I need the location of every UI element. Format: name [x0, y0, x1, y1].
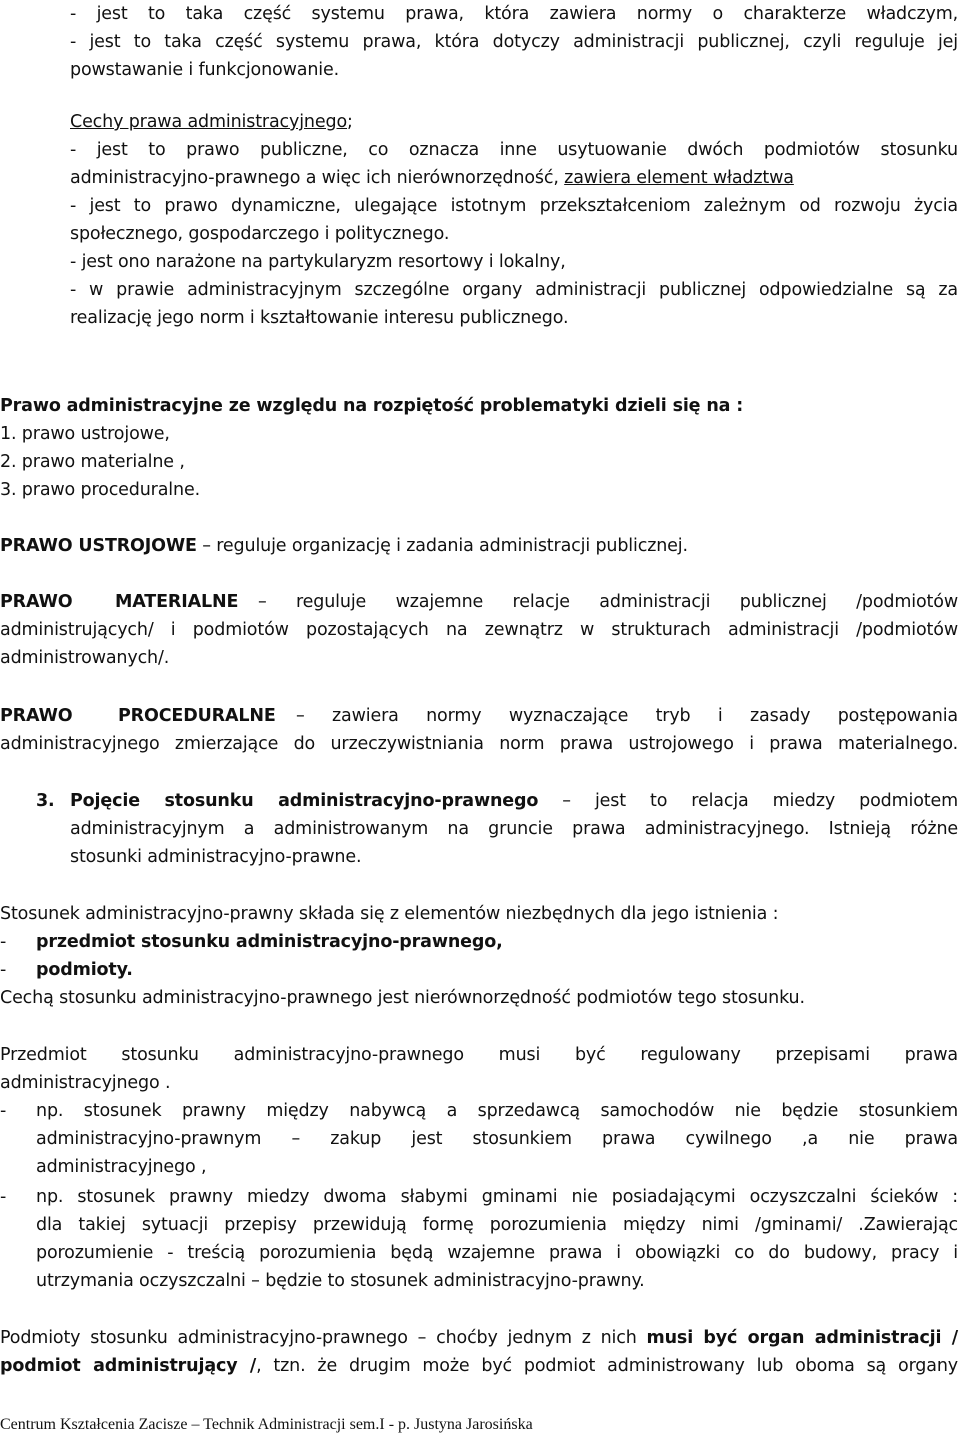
- term: Pojęcie stosunku administracyjno-prawnego: [70, 791, 539, 811]
- text-line: [70, 164, 794, 192]
- page-footer: Centrum Kształcenia Zacisze – Technik Administracji sem.I - p. Justyna Jarosińska: [0, 1416, 533, 1433]
- text-line: utrzymania oczyszczalni – będzie to stosunek administracyjno-prawny.: [36, 1271, 645, 1291]
- list-item-text: podmioty.: [36, 960, 133, 980]
- definition-text: – zawiera normy wyznaczające tryb i zasady postępowania: [296, 706, 958, 726]
- podzial-heading: Prawo administracyjne ze względu na rozpiętość problematyki dzieli się na :: [0, 396, 744, 416]
- definition-text: – jest to relacja miedzy podmiotem: [538, 791, 958, 811]
- section-number: 3.: [36, 791, 55, 811]
- text-line: Przedmiot stosunku administracyjno-prawnego musi być regulowany przepisami prawa: [0, 1045, 958, 1065]
- term: PRAWO USTROJOWE: [0, 536, 197, 556]
- text-span: Podmioty stosunku administracyjno-prawnego – choćby jednym z nich: [0, 1328, 647, 1348]
- text-line: powstawanie i funkcjonowanie.: [70, 60, 340, 80]
- text-line: - w prawie administracyjnym szczególne organy administracji publicznej odpowiedzialne są za: [70, 280, 958, 300]
- list-item: 2. prawo materialne ,: [0, 452, 185, 472]
- text-line: - jest ono narażone na partykularyzm resortowy i lokalny,: [70, 252, 566, 272]
- term: PROCEDURALNE: [118, 706, 276, 726]
- list-item-text: przedmiot stosunku administracyjno-prawnego,: [36, 932, 503, 952]
- text-line: [0, 1352, 958, 1380]
- list-dash: -: [0, 960, 7, 980]
- example-text: np. stosunek prawny między nabywcą a sprzedawcą samochodów nie będzie stosunkiem: [36, 1101, 958, 1121]
- term: PRAWO: [0, 592, 73, 612]
- text-line: [0, 1324, 958, 1352]
- underlined-text: zawiera element władztwa: [564, 168, 794, 188]
- list-item: 3. prawo proceduralne.: [0, 480, 200, 500]
- term: MATERIALNE: [115, 592, 239, 612]
- bold-text: podmiot administrujący /: [0, 1356, 257, 1376]
- text-line: administracyjnego ,: [36, 1157, 207, 1177]
- text-line: administracyjnym a administrowanym na gruncie prawa administracyjnego. Istnieją różne: [70, 819, 958, 839]
- example-text: np. stosunek prawny miedzy dwoma słabymi gminami nie posiadającymi oczyszczalni ścieków :: [36, 1187, 958, 1207]
- text-line: stosunki administracyjno-prawne.: [70, 847, 362, 867]
- list-dash: -: [0, 1101, 7, 1121]
- term: PRAWO: [0, 706, 73, 726]
- text-line: - jest to prawo dynamiczne, ulegające istotnym przekształceniom zależnym od rozwoju życia: [70, 196, 958, 216]
- ustrojowe-definition: [0, 532, 688, 560]
- text-line: społecznego, gospodarczego i politycznego.: [70, 224, 450, 244]
- text-line: realizację jego norm i kształtowanie interesu publicznego.: [70, 308, 569, 328]
- cechy-heading-suffix: ;: [347, 112, 353, 132]
- text-line: Stosunek administracyjno-prawny składa się z elementów niezbędnych dla jego istnienia :: [0, 904, 779, 924]
- list-dash: -: [0, 1187, 7, 1207]
- text-line: administracyjnego zmierzające do urzeczywistniania norm prawa ustrojowego i prawa materialnego.: [0, 734, 958, 754]
- text-line: administrowanych/.: [0, 648, 170, 668]
- text-line: - jest to prawo publiczne, co oznacza inne usytuowanie dwóch podmiotów stosunku: [70, 140, 958, 160]
- cechy-heading: [70, 108, 353, 136]
- bold-text: musi być organ administracji /: [646, 1328, 958, 1348]
- text-line: - jest to taka część systemu prawa, która dotyczy administracji publicznej, czyli reguluje jej: [70, 32, 958, 52]
- text-line: dla takiej sytuacji przepisy przewidują formę porozumienia między nimi /gminami/ .Zawierając: [36, 1215, 958, 1235]
- text-span: , tzn. że drugim może być podmiot administrowany lub oboma są organy: [256, 1356, 958, 1376]
- text-line: administracyjnego .: [0, 1073, 171, 1093]
- list-dash: -: [0, 932, 7, 952]
- text-line: administrujących/ i podmiotów pozostających na zewnątrz w strukturach administracji /podmiotów: [0, 620, 958, 640]
- pojecie-text: [70, 787, 958, 815]
- text-line: administracyjno-prawnym – zakup jest stosunkiem prawa cywilnego ,a nie prawa: [36, 1129, 958, 1149]
- cechy-heading-text: Cechy prawa administracyjnego: [70, 112, 348, 132]
- list-item: 1. prawo ustrojowe,: [0, 424, 170, 444]
- text-line: - jest to taka część systemu prawa, która zawiera normy o charakterze władczym,: [70, 4, 958, 24]
- text-line: porozumienie - treścią porozumienia będą wzajemne prawa i obowiązki co do budowy, pracy i: [36, 1243, 958, 1263]
- definition-text: – reguluje wzajemne relacje administracji publicznej /podmiotów: [258, 592, 958, 612]
- text-span: administracyjno-prawnego a więc ich nierównorzędność,: [70, 168, 565, 188]
- definition-text: – reguluje organizację i zadania administracji publicznej.: [196, 536, 688, 556]
- text-line: Cechą stosunku administracyjno-prawnego jest nierównorzędność podmiotów tego stosunku.: [0, 988, 805, 1008]
